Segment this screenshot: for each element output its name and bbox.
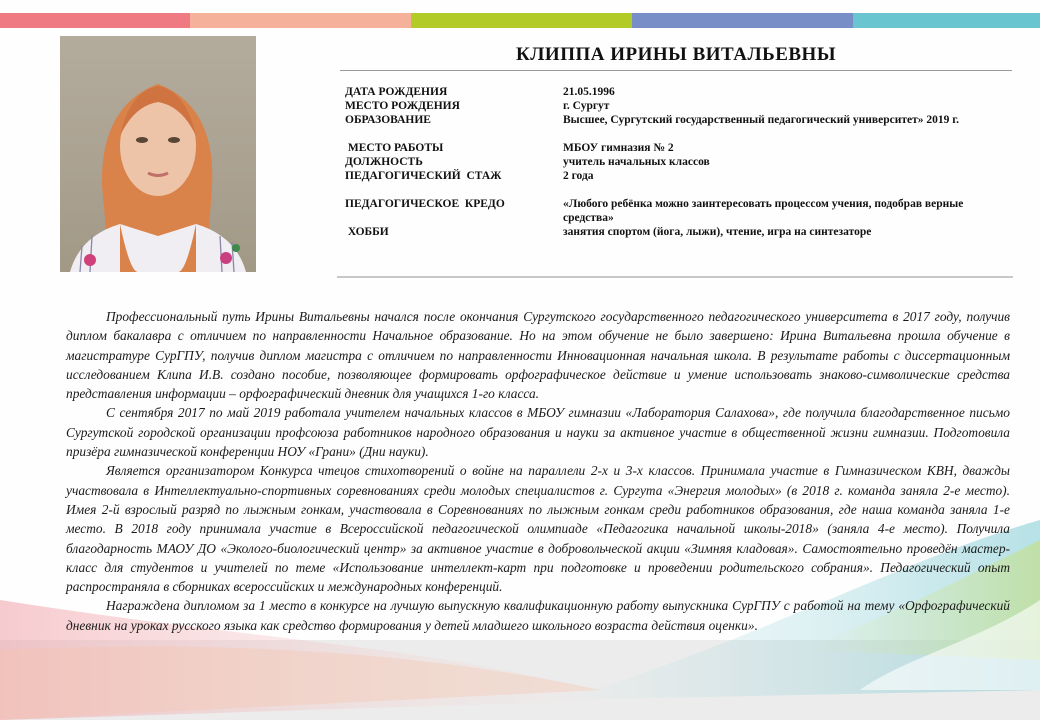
portrait-illustration xyxy=(60,36,256,272)
hobby-label: ХОББИ xyxy=(345,226,389,238)
position-label: ДОЛЖНОСТЬ xyxy=(345,156,423,168)
bio-paragraph: Награждена дипломом за 1 место в конкурсе на лучшую выпускную квалификационную работу выпускника СурГПУ с работой на тему «Орфографический дневник на уроках русского языка как средство формирования у детей младшего школьного возраста действия оценки». xyxy=(66,598,1010,633)
spacer xyxy=(345,127,1015,141)
profile-name-heading: КЛИППА ИРИНЫ ВИТАЛЬЕВНЫ xyxy=(516,44,836,65)
info-row-hobby xyxy=(345,225,1015,239)
info-row-education xyxy=(345,113,1015,127)
info-row-birth-date xyxy=(345,85,1015,99)
experience-label: ПЕДАГОГИЧЕСКИЙ СТАЖ xyxy=(345,170,502,182)
education-label: ОБРАЗОВАНИЕ xyxy=(345,114,431,126)
bio-paragraph: С сентября 2017 по май 2019 работала учителем начальных классов в МБОУ гимназии «Лаборатория Салахова», где получила благодарственное письмо Сургутской городской организации профсоюза работников народного образования и науки за активное участие в общественной жизни гимназии. Подготовила призёра гимназической конференции НОУ «Грани» (Дни науки). xyxy=(66,405,1010,460)
credo-value: «Любого ребёнка можно заинтересовать процессом учения, подобрав верные средства» xyxy=(563,198,964,224)
color-bar-segment-green xyxy=(411,13,632,28)
credo-label: ПЕДАГОГИЧЕСКОЕ КРЕДО xyxy=(345,198,505,210)
portrait-photo xyxy=(60,36,256,272)
color-bar-segment-peach xyxy=(190,13,411,28)
info-row-birth-place xyxy=(345,99,1015,113)
hobby-value: занятия спортом (йога, лыжи), чтение, игра на синтезаторе xyxy=(563,226,872,238)
info-row-position xyxy=(345,155,1015,169)
info-row-credo xyxy=(345,197,1015,225)
color-bar-segment-blue xyxy=(632,13,853,28)
workplace-value: МБОУ гимназия № 2 xyxy=(563,142,674,154)
title-divider xyxy=(340,70,1012,71)
decorative-color-bar xyxy=(0,13,1040,28)
birth-place-value: г. Сургут xyxy=(563,100,610,112)
info-divider xyxy=(337,276,1013,278)
profile-info-table xyxy=(345,85,1015,239)
spacer xyxy=(345,183,1015,197)
experience-value: 2 года xyxy=(563,170,594,182)
birth-date-value: 21.05.1996 xyxy=(563,86,615,98)
bio-paragraph: Является организатором Конкурса чтецов стихотворений о войне на параллели 2-х и 3-х классов. Принимала участие в Гимназическом КВН, дважды участвовала в Интеллектуально-спортивных соревнованиях среди молодых специалистов г. Сургута «Энергия молодых» (в 2018 г. команда заняла 2-е место). Имея 2-й взрослый разряд по лыжным гонкам, участвовала в Соревнованиях по лыжным гонкам среди работников образования, где наша команда заняла 1-е место. В 2018 году принимала участие в Всероссийской педагогической олимпиаде «Педагогика начальной школы-2018» (заняла 4-е место). Получила благодарность МАОУ ДО «Эколого-биологический центр» за активное участие в добровольческой акции «Зимняя кладовая». Самостоятельно проведён мастер-класс для студентов и учителей по теме «Использование интеллект-карт при подготовке и проведении родительского собрания». Педагогический опыт распространяла в сборниках всероссийских и международных конференций. xyxy=(66,463,1010,595)
color-bar-segment-teal xyxy=(853,13,1040,28)
biography-text xyxy=(66,307,1010,635)
color-bar-segment-pink xyxy=(0,13,190,28)
birth-place-label: МЕСТО РОЖДЕНИЯ xyxy=(345,100,460,112)
info-row-workplace xyxy=(345,141,1015,155)
bio-paragraph: Профессиональный путь Ирины Витальевны начался после окончания Сургутского государственного педагогического университета в 2017 году, получив диплом бакалавра с отличием по направленности Начальное образование. Но на этом обучение не было завершено: Ирина Витальевна прошла обучение в магистратуре СурГПУ, получив диплом магистра с отличием по направленности Инновационная начальная школа. В результате работы с диссертационным исследованием Клипа И.В. создано пособие, позволяющее формировать орфографическое действие и умение использовать знаково-символические средства представления информации – орфографический дневник для учащихся 1-го класса. xyxy=(66,309,1010,402)
birth-date-label: ДАТА РОЖДЕНИЯ xyxy=(345,86,448,98)
info-row-experience xyxy=(345,169,1015,183)
workplace-label: МЕСТО РАБОТЫ xyxy=(345,142,444,154)
education-value: Высшее, Сургутский государственный педагогический университет» 2019 г. xyxy=(563,114,960,126)
position-value: учитель начальных классов xyxy=(563,156,710,168)
